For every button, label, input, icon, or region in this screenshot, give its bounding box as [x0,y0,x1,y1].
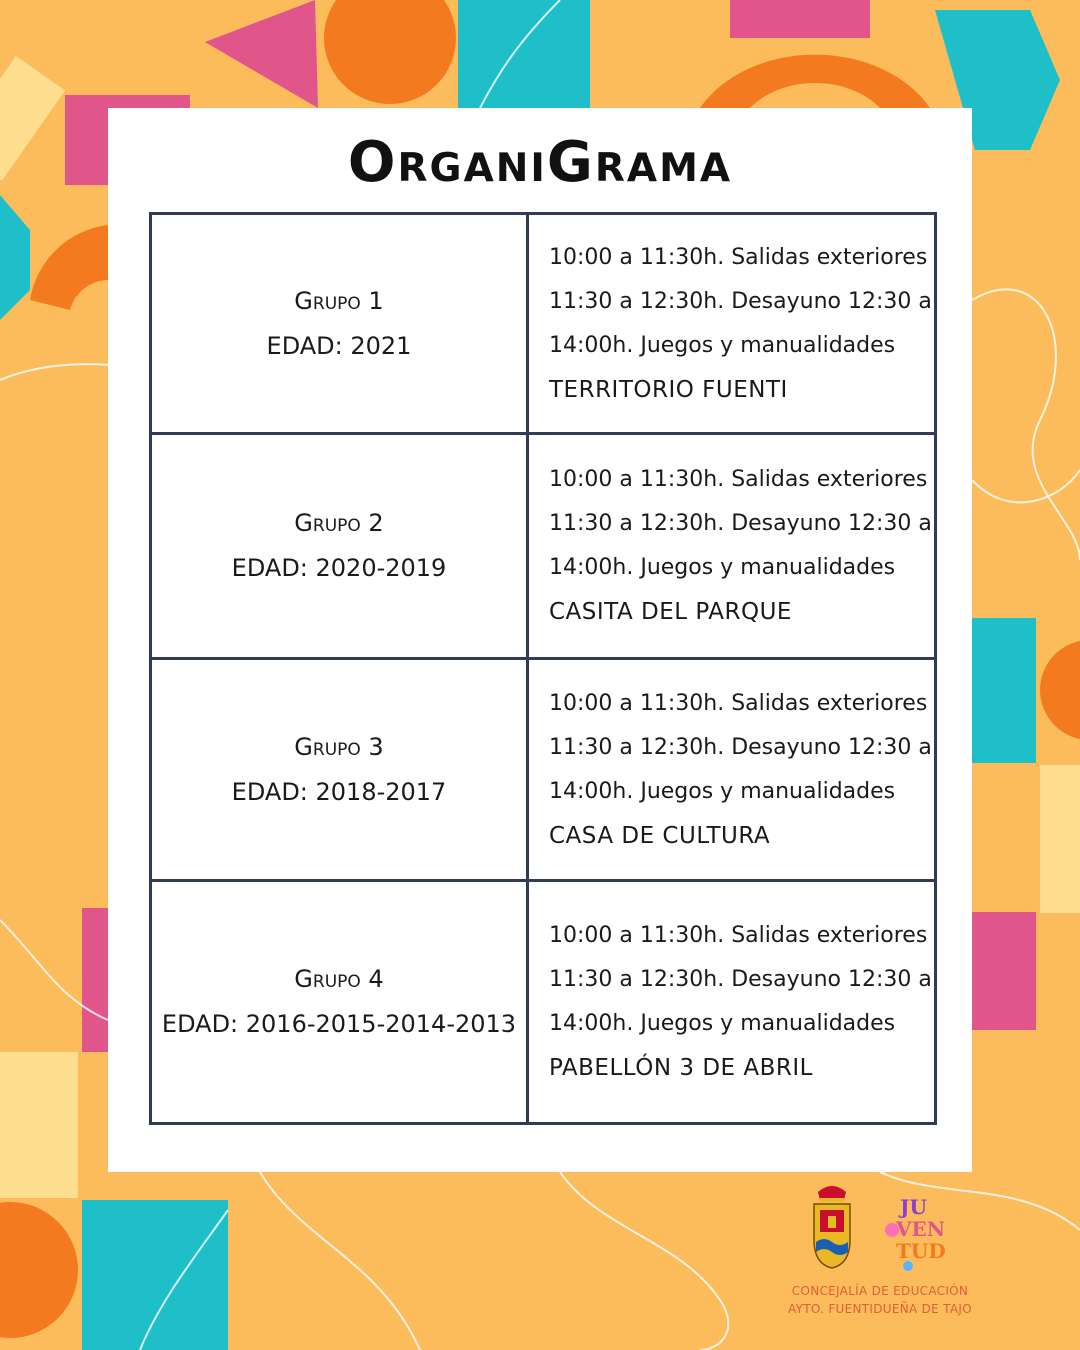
group-age: EDAD: 2021 [266,331,412,360]
group-cell [151,881,528,1124]
group-cell [151,214,528,434]
table-row [151,659,936,881]
table-row [151,214,936,434]
group-name: Grupo 1 [294,286,384,315]
group-name: Grupo 2 [294,509,384,537]
schedule-line: 11:30 a 12:30h. Desayuno 12:30 a [549,967,932,992]
group-age: EDAD: 2016-2015-2014-2013 [161,1010,517,1038]
schedule-cell [528,881,936,1124]
schedule-line: 14:00h. Juegos y manualidades [549,555,896,580]
schedule-cell [528,214,936,434]
location-label: PABELLÓN 3 DE ABRIL [549,1055,813,1081]
group-age: EDAD: 2020-2019 [231,554,447,582]
schedule-line: 14:00h. Juegos y manualidades [549,778,896,804]
schedule-line: 10:00 a 11:30h. Salidas exteriores [549,467,928,492]
footer-line: AYTO. FUENTIDUEÑA DE TAJO [788,1302,972,1316]
juventud-letter: VEN [896,1217,946,1241]
group-age: EDAD: 2018-2017 [231,777,447,806]
schedule-line: 11:30 a 12:30h. Desayuno 12:30 a [549,511,932,536]
coat-of-arms-icon [814,1186,850,1268]
schedule-line: 10:00 a 11:30h. Salidas exteriores [549,690,928,716]
page-title: OrganiGrama [347,130,733,195]
schedule-line: 14:00h. Juegos y manualidades [549,332,896,358]
group-name: Grupo 3 [294,732,384,761]
footer-line: CONCEJALÍA DE EDUCACIÓN [791,1284,969,1298]
schedule-line: 11:30 a 12:30h. Desayuno 12:30 a [549,734,932,760]
group-name: Grupo 4 [294,965,384,993]
schedule-cell [528,434,936,659]
group-cell [151,434,528,659]
group-cell [151,659,528,881]
footer-credit [780,1282,980,1318]
table-row [151,881,936,1124]
location-label: TERRITORIO FUENTI [549,376,788,403]
location-label: CASA DE CULTURA [549,822,771,849]
juventud-letter: JU [900,1195,927,1219]
schedule-cell [528,659,936,881]
location-label: CASITA DEL PARQUE [549,599,792,625]
juventud-logo [885,1195,946,1271]
juventud-letter: TUD [896,1239,946,1263]
table-row [151,434,936,659]
schedule-line: 14:00h. Juegos y manualidades [549,1011,896,1036]
schedule-line: 10:00 a 11:30h. Salidas exteriores [549,244,928,270]
schedule-line: 11:30 a 12:30h. Desayuno 12:30 a [549,288,932,314]
schedule-table [149,212,937,1125]
logos [800,1180,980,1280]
schedule-line: 10:00 a 11:30h. Salidas exteriores [549,923,928,948]
